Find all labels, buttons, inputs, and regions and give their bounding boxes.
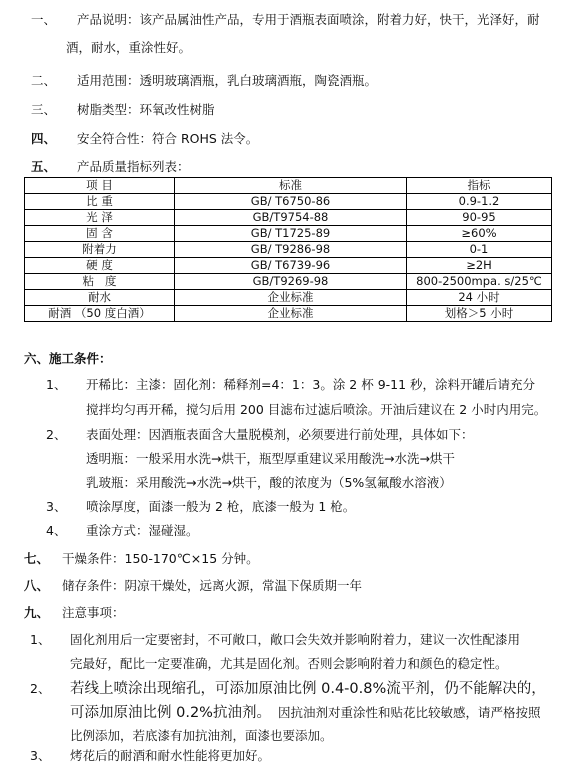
table-cell: 粘 度 bbox=[25, 274, 175, 290]
section-text: 干燥条件：150-170℃×15 分钟。 bbox=[62, 551, 259, 566]
section-text: 注意事项： bbox=[62, 605, 125, 620]
table-cell: GB/ T6750-86 bbox=[175, 194, 407, 210]
item-text: 可添加原油比例 0.2%抗油剂。 bbox=[70, 705, 271, 721]
table-header-cell: 指标 bbox=[407, 178, 552, 194]
section-text: 树脂类型：环氧改性树脂 bbox=[77, 102, 215, 117]
table-cell: 划格＞5 小时 bbox=[407, 306, 552, 322]
table-cell: 比 重 bbox=[25, 194, 175, 210]
item-text: 比例添加，若底漆有加抗油剂，面漆也要添加。 bbox=[70, 728, 333, 743]
table-header-cell: 标准 bbox=[175, 178, 407, 194]
item-number: 3、 bbox=[46, 499, 67, 514]
table-cell: GB/T9269-98 bbox=[175, 274, 407, 290]
table-row bbox=[25, 210, 552, 226]
table-row bbox=[25, 306, 552, 322]
section-text: 适用范围：透明玻璃酒瓶，乳白玻璃酒瓶，陶瓷酒瓶。 bbox=[77, 73, 378, 88]
table-cell: ≥2H bbox=[407, 258, 552, 274]
section-text: 酒，耐水，重涂性好。 bbox=[66, 40, 192, 55]
table-cell: 耐水 bbox=[25, 290, 175, 306]
item-text: 完最好，配比一定要准确，尤其是固化剂。否则会影响附着力和颜色的稳定性。 bbox=[70, 656, 508, 671]
item-text: 若线上喷涂出现缩孔，可添加原油比例 0.4-0.8%流平剂，仍不能解决的， bbox=[70, 681, 546, 697]
table-cell: 0.9-1.2 bbox=[407, 194, 552, 210]
table-cell: 硬 度 bbox=[25, 258, 175, 274]
item-text: 开稀比：主漆：固化剂：稀释剂=4：1：3。涂 2 杯 9-11 秒，涂料开罐后请充分 bbox=[86, 377, 536, 392]
table-cell: GB/ T1725-89 bbox=[175, 226, 407, 242]
item-text: 乳玻瓶：采用酸洗→水洗→烘干，酸的浓度为（5%氢氟酸水溶液） bbox=[86, 475, 452, 490]
table-header-cell: 项 目 bbox=[25, 178, 175, 194]
item-text: 固化剂用后一定要密封，不可敞口，敞口会失效并影响附着力，建议一次性配漆用 bbox=[70, 632, 521, 647]
item-text: 重涂方式：湿碰湿。 bbox=[86, 523, 199, 538]
table-cell: 附着力 bbox=[25, 242, 175, 258]
section-text: 储存条件：阴凉干燥处，远离火源，常温下保质期一年 bbox=[62, 578, 363, 593]
table-header-row bbox=[25, 178, 552, 194]
section-number: 二、 bbox=[31, 73, 57, 88]
section-number: 七、 bbox=[24, 551, 50, 566]
section-number: 九、 bbox=[24, 605, 50, 620]
table-cell: 企业标准 bbox=[175, 306, 407, 322]
table-cell: ≥60% bbox=[407, 226, 552, 242]
item-text: 搅拌均匀再开稀，搅匀后用 200 目滤布过滤后喷涂。开油后建议在 2 小时内用完。 bbox=[86, 402, 547, 417]
table-cell: 耐酒 （50 度白酒） bbox=[25, 306, 175, 322]
item-text: 表面处理：因酒瓶表面含大量脱模剂，必须要进行前处理，具体如下： bbox=[86, 427, 474, 442]
table-cell: GB/T9754-88 bbox=[175, 210, 407, 226]
table-cell: 光 泽 bbox=[25, 210, 175, 226]
item-text: 因抗油剂对重涂性和贴花比较敏感，请严格按照 bbox=[278, 705, 541, 720]
table-cell: 90-95 bbox=[407, 210, 552, 226]
item-number: 3、 bbox=[30, 748, 51, 763]
item-number: 4、 bbox=[46, 523, 67, 538]
table-cell: 800-2500mpa. s/25℃ bbox=[407, 274, 552, 290]
section-title: 六、施工条件： bbox=[24, 351, 112, 366]
table-cell: 24 小时 bbox=[407, 290, 552, 306]
section-text: 安全符合性：符合 ROHS 法令。 bbox=[77, 131, 259, 146]
table-cell: GB/ T9286-98 bbox=[175, 242, 407, 258]
item-number: 1、 bbox=[30, 632, 51, 647]
table-cell: 固 含 bbox=[25, 226, 175, 242]
section-number: 八、 bbox=[24, 578, 50, 593]
section-number: 五、 bbox=[31, 159, 57, 174]
item-text: 烤花后的耐酒和耐水性能将更加好。 bbox=[70, 748, 271, 763]
item-number: 2、 bbox=[30, 681, 51, 696]
section-text: 产品说明：该产品属油性产品，专用于酒瓶表面喷涂，附着力好，快干，光泽好，耐 bbox=[77, 12, 540, 27]
section-number: 三、 bbox=[31, 102, 57, 117]
table-row bbox=[25, 274, 552, 290]
item-number: 1、 bbox=[46, 377, 67, 392]
item-number: 2、 bbox=[46, 427, 67, 442]
section-number: 一、 bbox=[31, 12, 57, 27]
table-cell: 0-1 bbox=[407, 242, 552, 258]
table-row bbox=[25, 258, 552, 274]
table-row bbox=[25, 290, 552, 306]
table-cell: GB/ T6739-96 bbox=[175, 258, 407, 274]
section-text: 产品质量指标列表： bbox=[77, 159, 190, 174]
table-row bbox=[25, 194, 552, 210]
item-text: 喷涂厚度，面漆一般为 2 枪，底漆一般为 1 枪。 bbox=[86, 499, 356, 514]
table-row bbox=[25, 242, 552, 258]
table-row bbox=[25, 226, 552, 242]
quality-spec-table bbox=[24, 177, 552, 322]
table-cell: 企业标准 bbox=[175, 290, 407, 306]
section-number: 四、 bbox=[31, 131, 57, 146]
item-text: 透明瓶：一般采用水洗→烘干，瓶型厚重建议采用酸洗→水洗→烘干 bbox=[86, 451, 455, 466]
